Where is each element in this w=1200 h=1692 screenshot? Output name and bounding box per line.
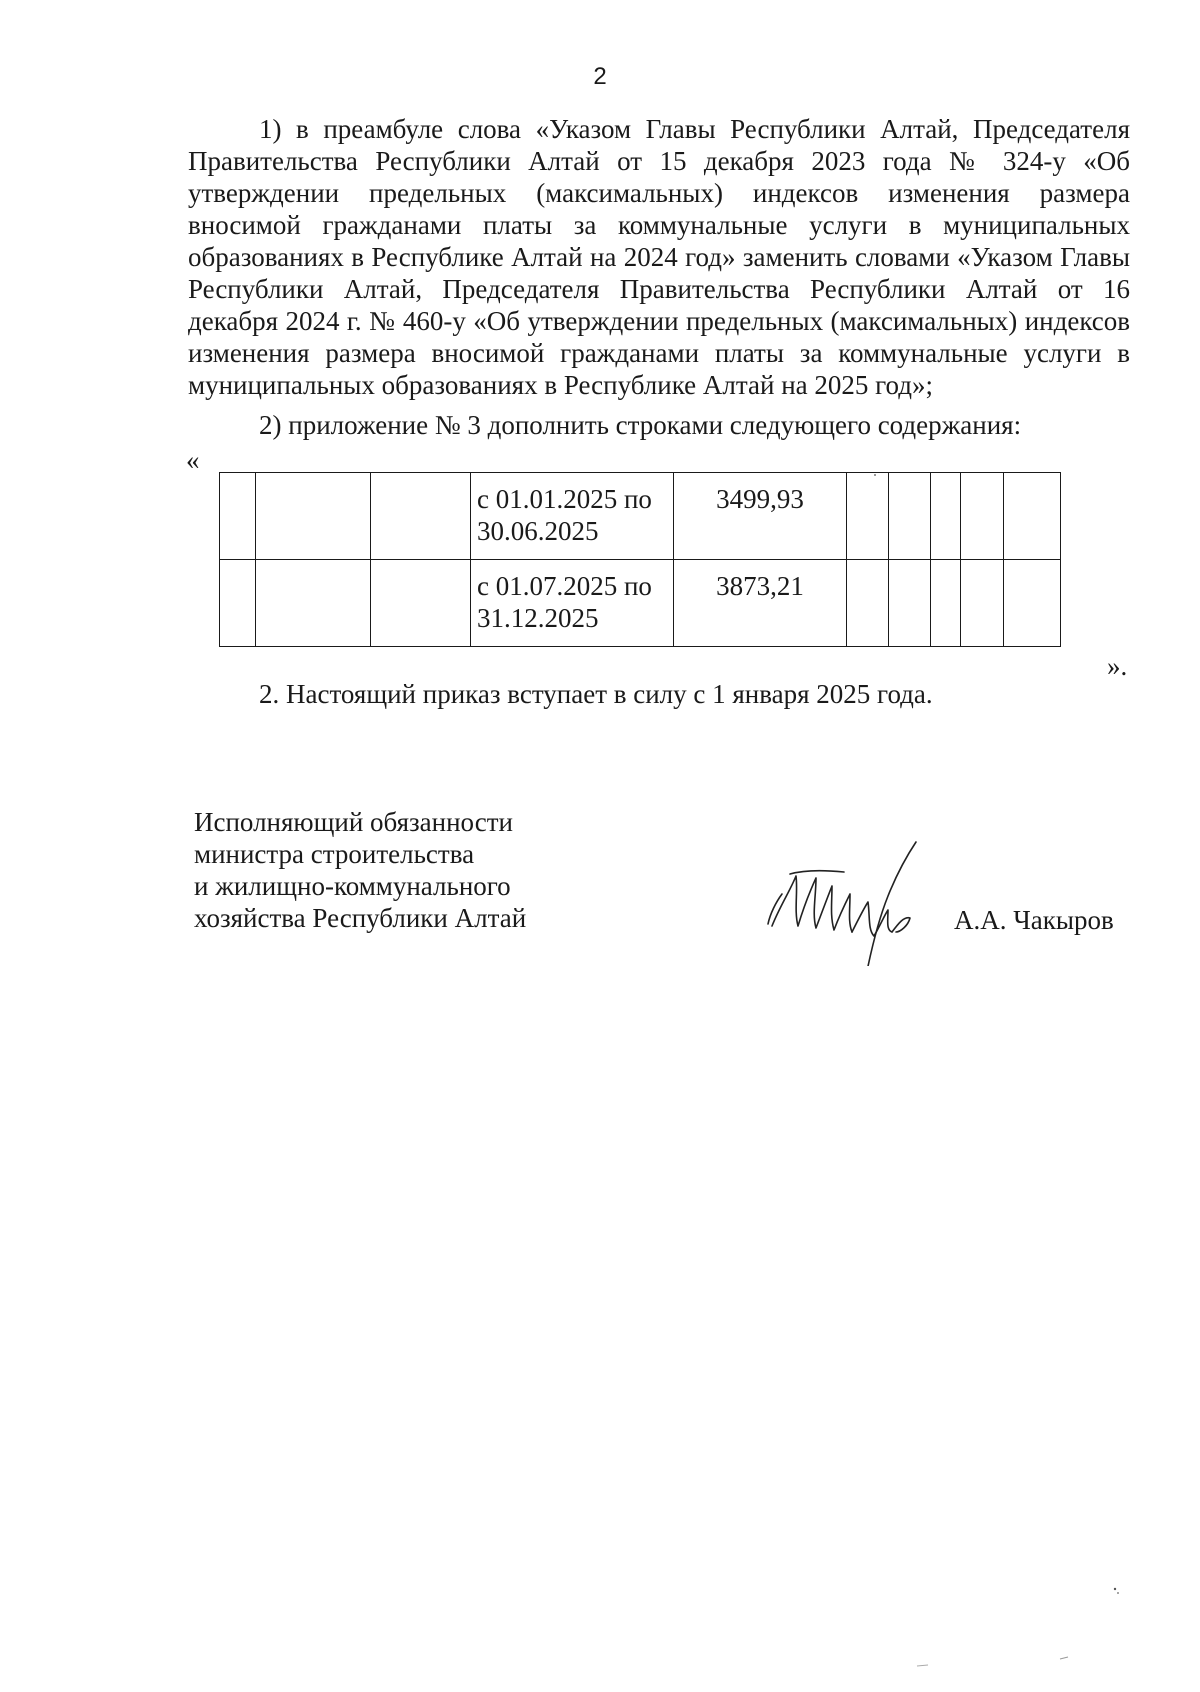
table-close-quote: ». bbox=[1107, 651, 1128, 681]
amendment-clause-1: 1) в преамбуле слова «Указом Главы Республики Алтай, Председателя Правительства Республики Алтай от 15 декабря 2023 года № 324-у «Об утверждении предельных (максимальных) индексов изменения размера вносимой гражданами платы за коммунальные услуги в муниципальных образованиях в Республике Алтай на 2024 год» заменить словами «Указом Главы Республики Алтай, Председателя Правительства Республики Алтай от 16 декабря 2024 г. № 460-у «Об утверждении предельных (максимальных) индексов изменения размера вносимой гражданами платы за коммунальные услуги в муниципальных образованиях в Республике Алтай на 2025 год»; bbox=[188, 114, 1130, 400]
effective-date-clause: 2. Настоящий приказ вступает в силу с 1 января 2025 года. bbox=[259, 679, 933, 709]
signatory-title-line: и жилищно-коммунального bbox=[194, 871, 511, 901]
value-cell: 3499,93 bbox=[674, 473, 847, 560]
page-number: 2 bbox=[593, 63, 607, 90]
period-cell: с 01.07.2025 по 31.12.2025 bbox=[471, 560, 674, 647]
signatory-title-line: хозяйства Республики Алтай bbox=[194, 903, 527, 933]
amendment-clause-2: 2) приложение № 3 дополнить строками следующего содержания: bbox=[259, 410, 1022, 440]
period-cell: с 01.01.2025 по 30.06.2025 bbox=[471, 473, 674, 560]
value-cell: 3873,21 bbox=[674, 560, 847, 647]
signatory-title-line: министра строительства bbox=[194, 839, 475, 869]
signatory-title-line: Исполняющий обязанности bbox=[194, 807, 513, 837]
signatory-name: А.А. Чакыров bbox=[954, 905, 1114, 935]
table-open-quote: « bbox=[186, 445, 200, 475]
